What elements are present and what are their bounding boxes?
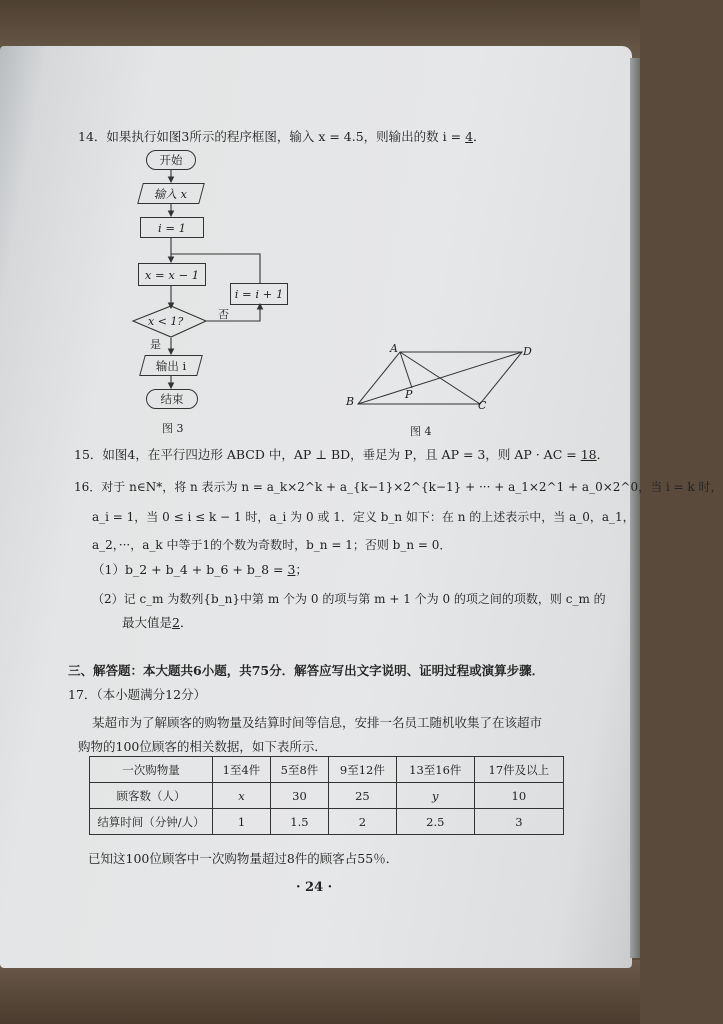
question-15-text: 15．如图4，在平行四边形 ABCD 中，AP ⊥ BD，垂足为 P，且 AP = 3，则 AP · AC =	[74, 447, 577, 462]
figure-4-parallelogram	[340, 340, 540, 420]
table-cell: 10	[474, 783, 563, 809]
flowchart-init: i = 1	[140, 217, 204, 238]
table-cell: 1	[213, 809, 271, 835]
table-cell: 25	[328, 783, 396, 809]
flowchart-output: 输出 i	[139, 355, 203, 376]
table-cell: 结算时间（分钟/人）	[90, 809, 213, 835]
question-16-part-2: （2）记 c_m 为数列{b_n}中第 m 个为 0 的项与第 m + 1 个为 0 的项之间的项数，则 c_m 的	[92, 592, 606, 606]
question-16-line-3: a_2，···，a_k 中等于1的个数为奇数时，b_n = 1；否则 b_n = 0．	[92, 538, 452, 552]
question-17-para-1: 某超市为了解顾客的购物量及结算时间等信息，安排一名员工随机收集了在该超市	[92, 715, 543, 730]
question-17-title: 17．（本小题满分12分）	[68, 687, 207, 702]
flowchart-input: 输入 x	[137, 183, 205, 204]
table-cell: 3	[474, 809, 563, 835]
table-cell: 2	[328, 809, 396, 835]
question-15-answer: 18	[580, 447, 597, 462]
table-cell: x	[213, 783, 271, 809]
table-header-row	[90, 757, 564, 783]
table-cell: 30	[270, 783, 328, 809]
question-15-end: ．	[596, 447, 610, 462]
question-14-end: ．	[473, 129, 486, 144]
question-17-para-2: 购物的100位顾客的相关数据，如下表所示．	[78, 739, 327, 754]
figure-4-caption: 图 4	[410, 425, 432, 438]
table-cell: 顾客数（人）	[90, 783, 213, 809]
table-row	[90, 809, 564, 835]
page-number: · 24 ·	[296, 880, 333, 895]
shopping-data-table	[89, 756, 564, 835]
flowchart-start: 开始	[146, 150, 196, 170]
table-header-cell: 17件及以上	[474, 757, 563, 783]
figure-4-label-c: C	[478, 399, 487, 412]
question-16-part-1-answer: 3	[287, 562, 296, 577]
question-16-part-1: （1）b_2 + b_4 + b_6 + b_8 = 3；	[92, 562, 308, 577]
question-15	[74, 446, 609, 464]
table-cell: 2.5	[396, 809, 474, 835]
table-row	[90, 783, 564, 809]
figure-4-label-a: A	[390, 342, 398, 355]
table-header-cell: 5至8件	[270, 757, 328, 783]
question-16-part-2-answer: 2	[172, 615, 180, 630]
question-14-answer: 4	[465, 129, 474, 144]
question-16-line-1: 16．对于 n∈N*，将 n 表示为 n = a_k×2^k + a_{k−1}×2^{k−1} + ··· + a_1×2^1 + a_0×2^0，当 i = k 时，	[74, 480, 723, 494]
table-header-cell: 1至4件	[213, 757, 271, 783]
flowchart-yes-label: 是	[150, 338, 161, 351]
flowchart-end: 结束	[146, 389, 198, 409]
figure-3-caption: 图 3	[162, 422, 184, 435]
flowchart-update-i: i = i + 1	[230, 283, 288, 305]
table-header-cell: 13至16件	[396, 757, 474, 783]
question-17-footer-text: 已知这100位顾客中一次购物量超过8件的顾客占55％．	[88, 851, 399, 866]
section-3-heading: 三、解答题：本大题共6小题，共75分．解答应写出文字说明、证明过程或演算步骤．	[68, 663, 545, 678]
figure-4-label-p: P	[405, 388, 413, 401]
table-header-cell: 9至12件	[328, 757, 396, 783]
figure-4-label-b: B	[346, 395, 355, 408]
flowchart-no-label: 否	[218, 308, 229, 321]
question-16-line-2: a_i = 1，当 0 ≤ i ≤ k − 1 时，a_i 为 0 或 1．定义 b_n 如下：在 n 的上述表示中，当 a_0，a_1，	[92, 510, 635, 524]
figure-4-label-d: D	[523, 345, 532, 358]
flowchart-update-x: x = x − 1	[138, 263, 206, 286]
table-cell: 1.5	[270, 809, 328, 835]
table-header-cell: 一次购物量	[90, 757, 213, 783]
flowchart-condition: x < 1?	[148, 315, 184, 328]
question-14-text: 14．如果执行如图3所示的程序框图，输入 x = 4.5，则输出的数 i =	[78, 129, 462, 144]
table-cell: y	[396, 783, 474, 809]
question-16-part-2b: 最大值是2．	[122, 615, 193, 630]
